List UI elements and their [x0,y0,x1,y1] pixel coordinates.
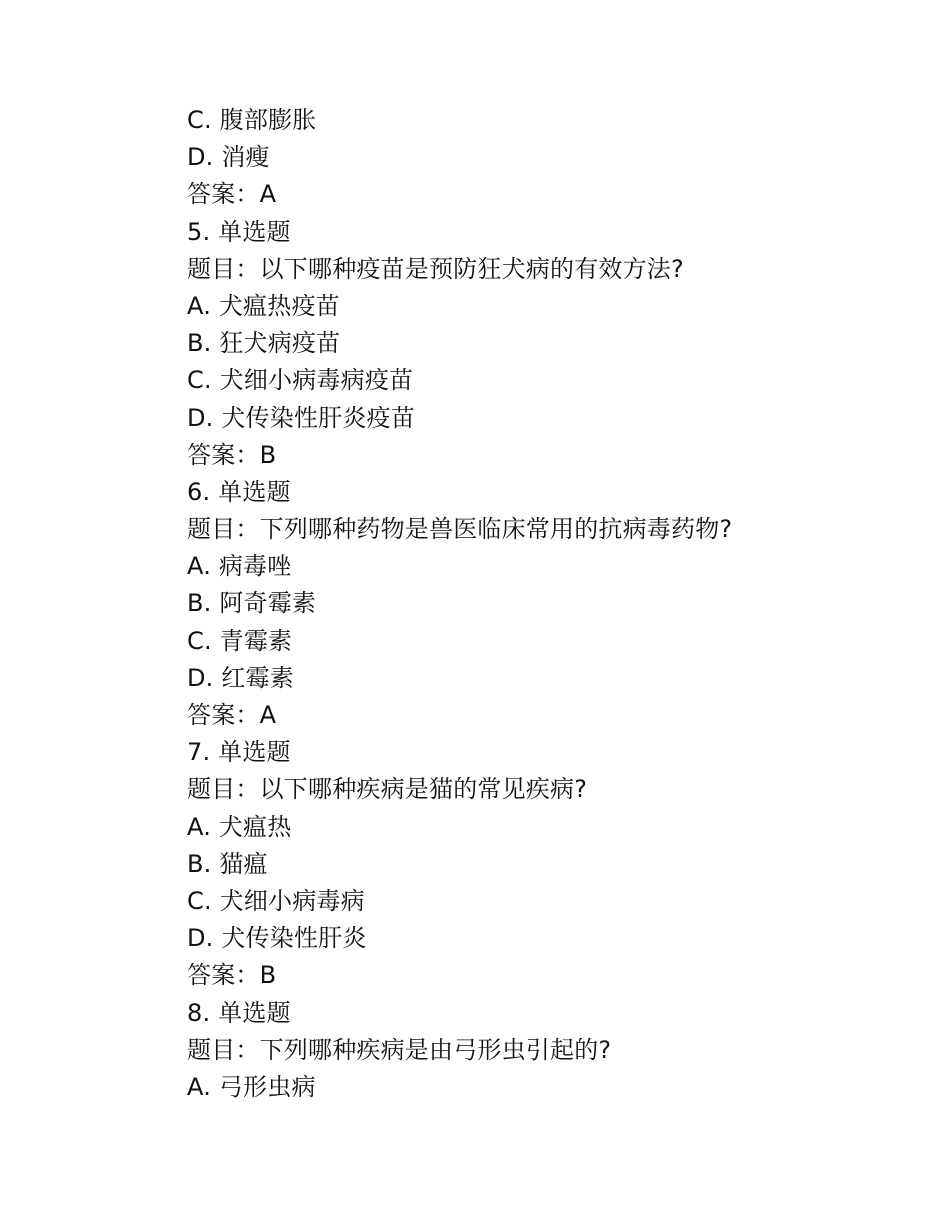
option-line: D. 红霉素 [187,663,294,692]
question-text: 题目：以下哪种疾病是猫的常见疾病? [187,775,588,804]
question-text: 题目：下列哪种药物是兽医临床常用的抗病毒药物? [187,515,733,544]
option-line: C. 犬细小病毒病疫苗 [187,366,414,395]
option-line: B. 阿奇霉素 [187,589,317,618]
option-line: C. 犬细小病毒病 [187,886,365,915]
option-line: A. 弓形虫病 [187,1072,316,1101]
option-line: A. 病毒唑 [187,552,292,581]
document-body [187,102,887,1106]
option-line: C. 青霉素 [187,626,293,655]
answer-line: 答案：B [187,440,277,469]
question-heading: 7. 单选题 [187,738,291,767]
answer-line: 答案：B [187,961,277,990]
option-line: A. 犬瘟热 [187,812,292,841]
question-heading: 5. 单选题 [187,217,291,246]
option-line: D. 犬传染性肝炎 [187,924,367,953]
question-text: 题目：以下哪种疫苗是预防狂犬病的有效方法? [187,254,684,283]
option-line: B. 猫瘟 [187,849,268,878]
answer-line: 答案：A [187,180,277,209]
option-line: C. 腹部膨胀 [187,106,317,134]
question-heading: 8. 单选题 [187,998,291,1027]
option-line: D. 犬传染性肝炎疫苗 [187,403,415,432]
question-text: 题目：下列哪种疾病是由弓形虫引起的? [187,1035,612,1064]
option-line: D. 消瘦 [187,143,270,172]
answer-line: 答案：A [187,701,277,729]
question-heading: 6. 单选题 [187,477,291,506]
option-line: A. 犬瘟热疫苗 [187,291,340,320]
option-line: B. 狂犬病疫苗 [187,329,341,358]
